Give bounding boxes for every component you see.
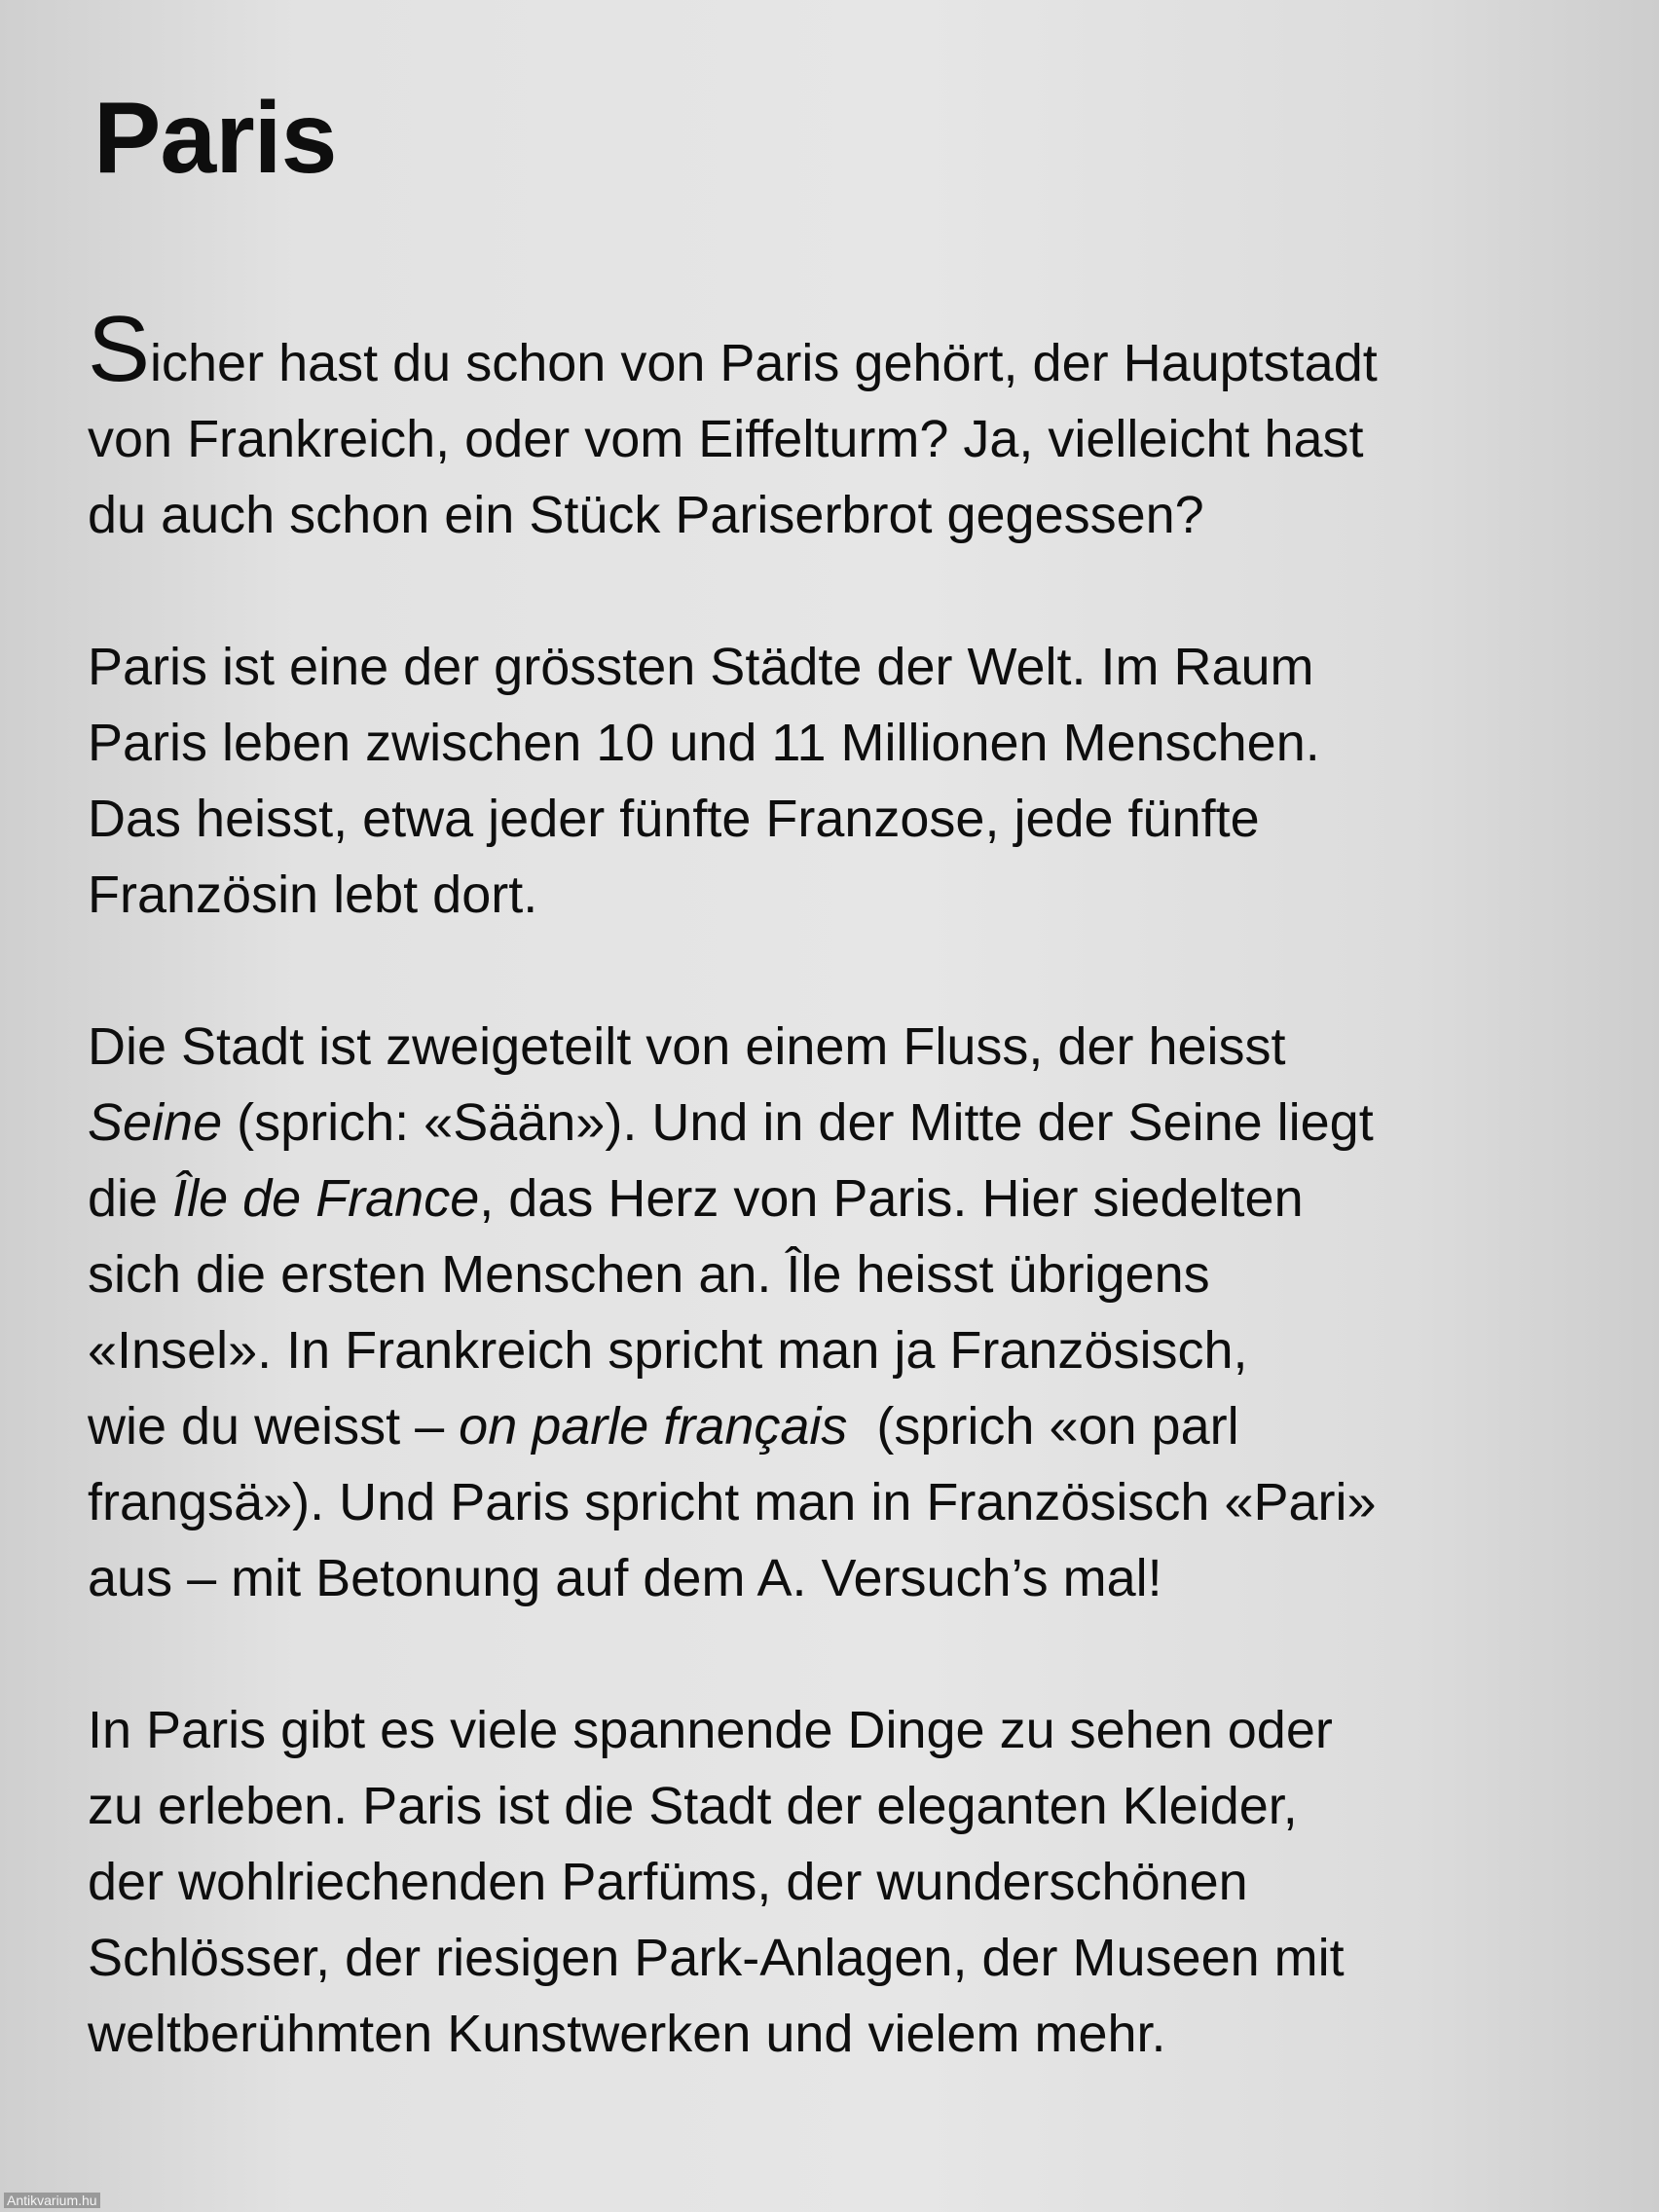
text-span: die [88,1169,173,1228]
text-line: du auch schon ein Stück Pariserbrot gegessen? [88,486,1204,544]
body-text [88,297,1606,2148]
text-line [88,1085,1606,1161]
text-line: Das heisst, etwa jeder fünfte Franzose, jede fünfte [88,790,1260,848]
text-line: der wohlriechenden Parfüms, der wunderschönen [88,1853,1248,1911]
text-line: von Frankreich, oder vom Eiffelturm? Ja, vielleicht hast [88,410,1364,468]
text-span: wie du weisst – [88,1397,460,1456]
text-line: Paris ist eine der grössten Städte der Welt. Im Raum [88,638,1314,696]
italic-term: Île de France [172,1169,480,1228]
page-title: Paris [93,82,337,195]
text-line: Französin lebt dort. [88,866,538,924]
paragraph-population [88,629,1606,933]
text-line: aus – mit Betonung auf dem A. Versuch’s mal! [88,1549,1162,1607]
paragraph-seine [88,1009,1606,1616]
text-span: , das Herz von Paris. Hier siedelten [479,1169,1304,1228]
text-line [88,1161,1606,1236]
watermark: Antikvarium.hu [4,2193,100,2208]
text-line: Die Stadt ist zweigeteilt von einem Fluss, der heisst [88,1017,1286,1076]
text-line: «Insel». In Frankreich spricht man ja Französisch, [88,1321,1248,1380]
text-line: Paris leben zwischen 10 und 11 Millionen Menschen. [88,714,1320,772]
drop-cap: S [88,297,151,401]
paragraph-attractions [88,1692,1606,2072]
italic-term: on parle français [459,1397,848,1456]
text-line: zu erleben. Paris ist die Stadt der eleganten Kleider, [88,1777,1298,1835]
text-line: Schlösser, der riesigen Park-Anlagen, der Museen mit [88,1929,1345,1987]
text-span: (sprich «on parl [847,1397,1239,1456]
text-span: (sprich: «Sään»). Und in der Mitte der Seine liegt [222,1093,1374,1152]
text-line: sich die ersten Menschen an. Île heisst übrigens [88,1245,1210,1304]
text-line [88,1388,1606,1464]
text-line: frangsä»). Und Paris spricht man in Französisch «Pari» [88,1473,1377,1531]
paragraph-intro [88,297,1606,553]
text-span: icher hast du schon von Paris gehört, der Hauptstadt [150,334,1378,392]
text-line: In Paris gibt es viele spannende Dinge zu sehen oder [88,1701,1333,1759]
italic-term: Seine [88,1093,223,1152]
text-line [88,297,1606,401]
text-line: weltberühmten Kunstwerken und vielem mehr. [88,2005,1166,2063]
